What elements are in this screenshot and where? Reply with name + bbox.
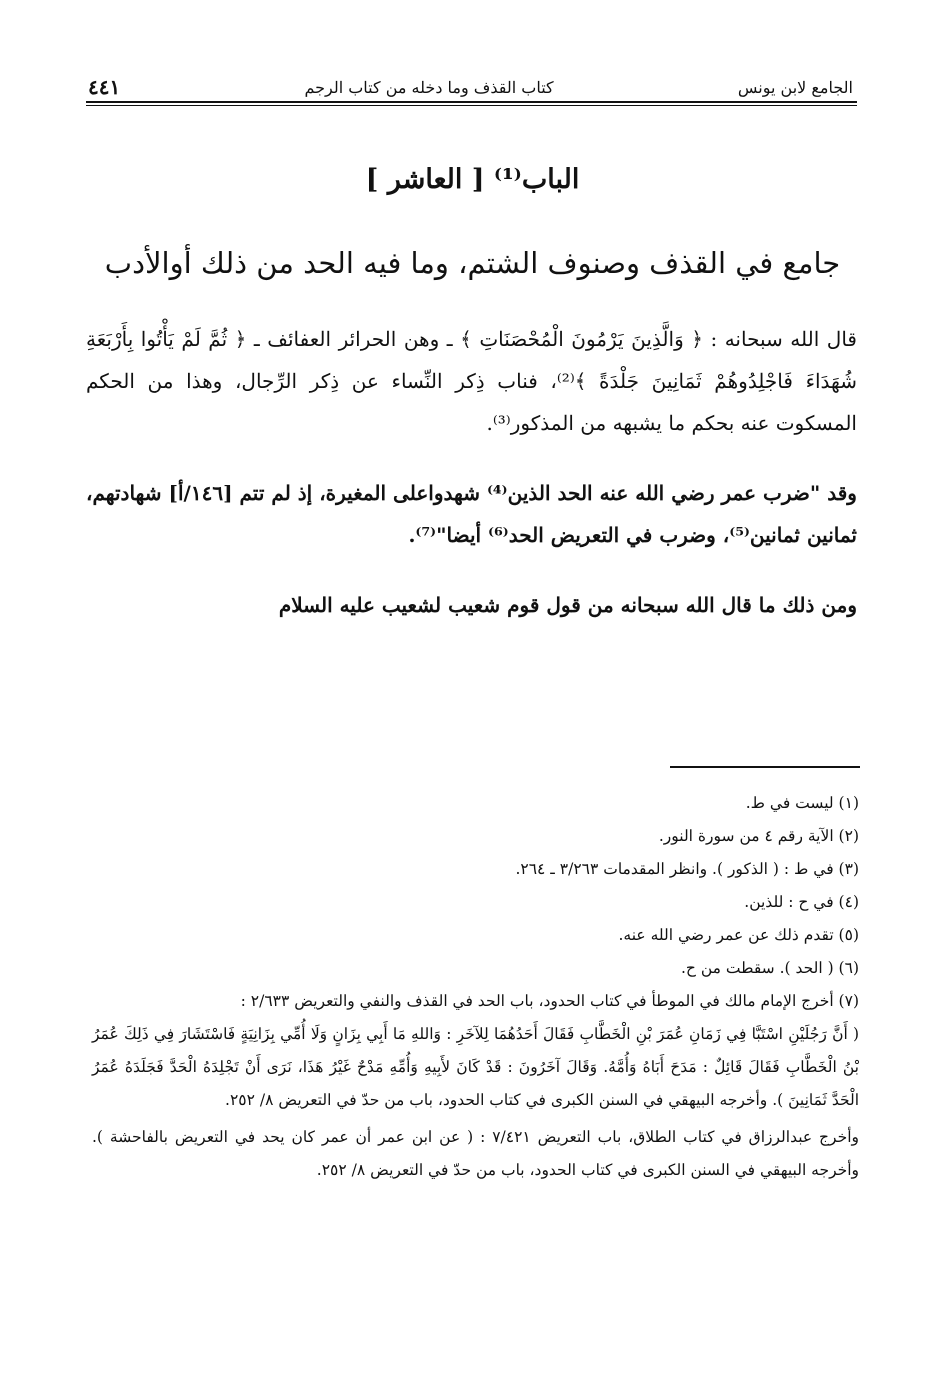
paragraph: وقد "ضرب عمر رضي الله عنه الحد الذين⁽⁴⁾ شهدواعلى المغيرة، إذ لم تتم [١٤٦/أ] شهادتهم، ثمانين ثمانين⁽⁵⁾، وضرب في التعريض الحد⁽⁶⁾ أيضا"⁽⁷⁾. <box>86 481 857 547</box>
footnote: (٢) الآية رقم ٤ من سورة النور. <box>658 827 859 845</box>
page-header <box>88 74 853 100</box>
footnote-continuation: ( أَنَّ رَجُلَيْنِ اسْتَبَّا فِي زَمَانِ عُمَرَ بْنِ الْخَطَّابِ فَقَالَ أَحَدُهُمَا لِلآخَرِ : وَاللهِ مَا أَبِي بِزَانٍ وَلَا أُمِّي بِزَانِيَةٍ فَاسْتَشَارَ فِي ذَلِكَ عُمَرُ بْنُ الْخَطَّابِ فَقَالَ قَائِلٌ : مَدَحَ أَبَاهُ وَأُمَّهُ. وَقَالَ آخَرُونَ : قَدْ كَانَ لأَبِيهِ وَأُمِّهِ مَدْحٌ غَيْرُ هَذَا، نَرَى أَنْ تَجْلِدَهُ الْحَدَّ فَجَلَدَهُ عُمَرُ الْحَدَّ ثَمَانِينَ ). وأخرجه البيهقي في السنن الكبرى في كتاب الحدود، باب من حدّ في التعريض ٨/ ٢٥٢. <box>92 1025 859 1109</box>
page-number: ٤٤١ <box>88 75 121 99</box>
chapter-title: الباب⁽¹⁾ [ العاشر ] <box>365 164 580 195</box>
running-title: كتاب القذف وما دخله من كتاب الرجم <box>304 77 554 97</box>
footnote: (٤) في ح : للذين. <box>744 893 859 911</box>
header-rule <box>86 101 857 106</box>
footnotes <box>92 787 859 1187</box>
footnote: (١) ليست في ط. <box>745 794 859 812</box>
footnote: (٦) ( الحد ). سقطت من ح. <box>681 959 859 977</box>
paragraph: ومن ذلك ما قال الله سبحانه من قول قوم شعيب لشعيب عليه السلام <box>278 593 857 617</box>
main-text <box>86 318 857 654</box>
book-title: الجامع لابن يونس <box>737 77 853 97</box>
footnote-separator <box>670 766 860 768</box>
footnote: (٣) في ط : ( الذكور ). وانظر المقدمات ٣/٢٦٣ ـ ٢٦٤. <box>515 860 859 878</box>
footnote-continuation: وأخرج عبدالرزاق في كتاب الطلاق، باب التعريض ٧/٤٢١ : ( عن ابن عمر أن عمر كان يحد في التعريض بالفاحشة ). وأخرجه البيهقي في السنن الكبرى في كتاب الحدود، باب من حدّ في التعريض ٨/ ٢٥٢. <box>92 1128 859 1179</box>
footnote: (٧) أخرج الإمام مالك في الموطأ في كتاب الحدود، باب الحد في القذف والنفي والتعريض ٢/٦٣٣ : <box>240 992 859 1010</box>
footnote: (٥) تقدم ذلك عن عمر رضي الله عنه. <box>618 926 859 944</box>
paragraph: قال الله سبحانه : ﴿ وَالَّذِينَ يَرْمُونَ الْمُحْصَنَاتِ ﴾ ـ وهن الحرائر العفائف ـ ﴿ ثُمَّ لَمْ يَأْتُوا بِأَرْبَعَةِ شُهَدَاءَ فَاجْلِدُوهُمْ ثَمَانِينَ جَلْدَةً ﴾⁽²⁾، فناب ذِكر النِّساء عن ذِكر الرِّجال، وهذا من الحكم المسكوت عنه بحكم ما يشبهه من المذكور⁽³⁾. <box>86 327 857 435</box>
section-title: جامع في القذف وصنوف الشتم، وما فيه الحد من ذلك أوالأدب <box>104 246 841 280</box>
